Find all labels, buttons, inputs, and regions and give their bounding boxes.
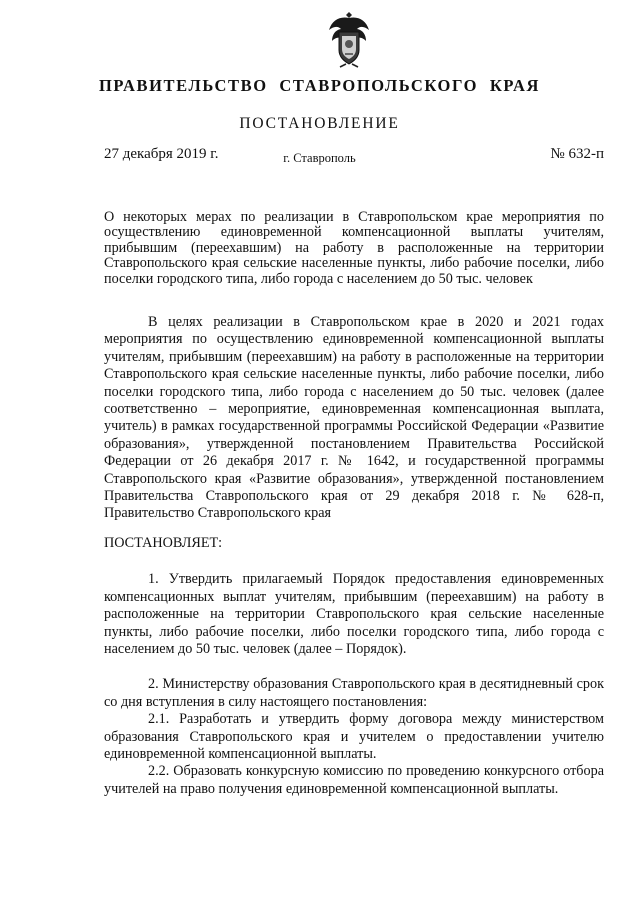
document-date: 27 декабря 2019 г. — [104, 146, 219, 162]
item-1-paragraph: 1. Утвердить прилагаемый Порядок предоставления единовременных компенсационных выплат учителям, прибывшим (переехавшим) на работу в расположенные на территории Ставропольского края сельские населенные пункты, либо рабочие поселки, либо поселки городского типа, либо города с населением до 50 тыс. человек (далее – Порядок). — [104, 571, 604, 657]
preamble-paragraph: В целях реализации в Ставропольском крае в 2020 и 2021 годах мероприятия по осуществлению единовременной компенсационной выплаты учителям, прибывшим (переехавшим) на работу в расположенные на территории Ставропольского края сельские населенные пункты, либо рабочие поселки, либо поселки городского типа, либо города с населением до 50 тыс. человек (далее соответственно – мероприятие, единовременная компенсационная выплата, учитель) в рамках государственной программы Российской Федерации «Развитие образования», утвержденной постановлением Правительства Российской Федерации от 26 декабря 2017 г. № 1642, и государственной программы Ставропольского края «Развитие образования», утвержденной постановлением Правительства Ставропольского края от 29 декабря 2018 г. № 628-п, Правительство Ставропольского края — [104, 314, 604, 522]
document-type: ПОСТАНОВЛЕНИЕ — [239, 115, 400, 132]
stavropol-coat-of-arms-icon — [326, 10, 372, 68]
item-2-2-paragraph: 2.2. Образовать конкурсную комиссию по проведению конкурсного отбора учителей на право получения единовременной компенсационной выплаты. — [104, 763, 604, 797]
organization-title: ПРАВИТЕЛЬСТВО СТАВРОПОЛЬСКОГО КРАЯ — [98, 76, 541, 95]
document-body — [104, 314, 604, 798]
document-title: О некоторых мерах по реализации в Ставропольском крае мероприятия по осуществлению единовременной компенсационной выплаты учителям, прибывшим (переехавшим) на работу в расположенные на территории Ставропольского края сельские населенные пункты, либо рабочие поселки, либо поселки городского типа, либо города с населением до 50 тыс. человек — [104, 209, 604, 287]
resolves-heading: ПОСТАНОВЛЯЕТ: — [104, 534, 223, 551]
item-2-1-paragraph: 2.1. Разработать и утвердить форму договора между министерством образования Ставропольского края и учителем о предоставлении учителю единовременной компенсационной выплаты. — [104, 711, 604, 762]
document-number: № 632-п — [550, 146, 604, 162]
item-2-paragraph: 2. Министерству образования Ставропольского края в десятидневный срок со дня вступления в силу настоящего постановления: — [104, 676, 604, 710]
document-city: г. Ставрополь — [283, 151, 356, 165]
